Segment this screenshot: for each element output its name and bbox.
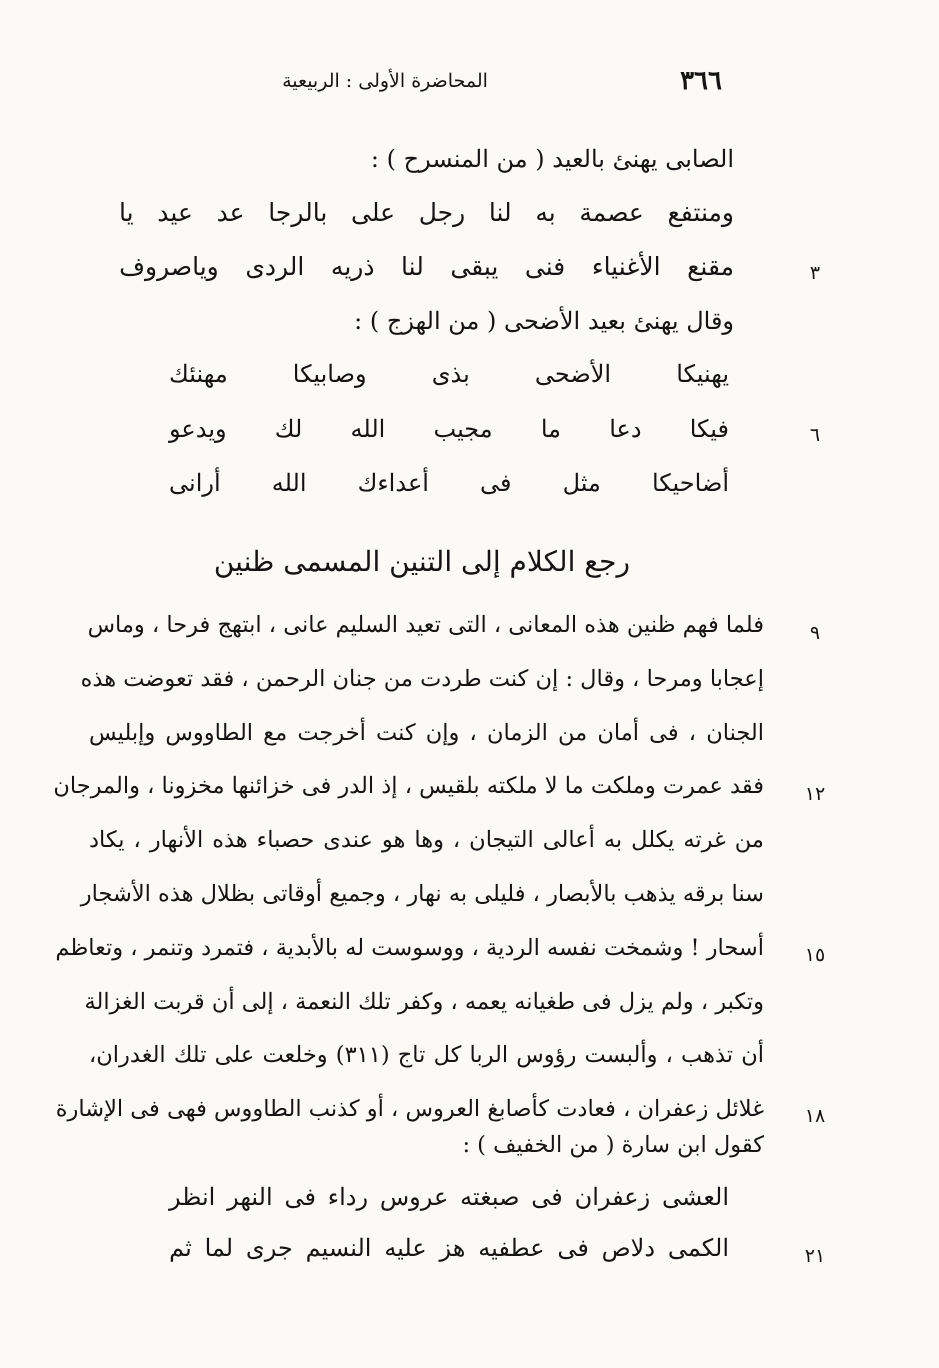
verse-word: جرى: [245, 1234, 293, 1262]
prose-line: أن تذهب ، وألبست رؤوس الربا كل تاج (٣١١) وخلعت على تلك الغدران،: [89, 1042, 764, 1068]
prose-line: فلما فهم ظنين هذه المعانى ، التى تعيد السليم عانى ، ابتهج فرحا ، وماس: [87, 612, 764, 638]
prose-line: سنا برقه يذهب بالأبصار ، فليلى به نهار ، وجميع أوقاتى بظلال هذه الأشجار: [80, 881, 764, 907]
prose-line: وتكبر ، ولم يزل فى طغيانه يعمه ، وكفر تلك النعمة ، إلى أن قربت الغزالة: [84, 989, 764, 1015]
verse-word: عيد: [157, 198, 193, 227]
verse-word: به: [535, 198, 556, 227]
verse-word: عروس: [379, 1183, 449, 1211]
verse-word: دعا: [609, 415, 642, 443]
verse-line: [119, 198, 734, 227]
prose-line: فقد عمرت وملكت ما لا ملكته بلقيس ، إذ الدر فى خزائنها مخزونا ، والمرجان: [53, 773, 764, 799]
line-number: ٦: [809, 424, 821, 446]
verse-word: على: [351, 198, 396, 227]
verse-line: [169, 469, 729, 497]
verse-word: صبغته: [460, 1183, 520, 1211]
verse-word: يا: [119, 198, 134, 227]
section-heading: رجع الكلام إلى التنين المسمى ظنين: [213, 545, 630, 578]
verse-word: مثل: [562, 469, 601, 497]
verse-word: النسيم: [305, 1234, 372, 1262]
verse-word: ويدعو: [169, 415, 227, 443]
verse-word: الردى: [245, 252, 305, 281]
verse-word: العشى: [662, 1183, 729, 1211]
verse-word: فنى: [524, 252, 566, 281]
verse-word: رداء: [327, 1183, 369, 1211]
verse-word: النهر: [227, 1183, 273, 1211]
verse-word: أعداءك: [357, 469, 429, 497]
verse-word: أرانى: [169, 469, 221, 497]
verse-word: ومنتفع: [667, 198, 734, 227]
verse-word: الأغنياء: [591, 252, 661, 281]
prose-line: من غرته يكلل به أعالى التيجان ، وها هو عندى حصباء هذه الأنهار ، يكاد: [89, 827, 764, 853]
verse-line: [169, 1234, 729, 1262]
verse-word: بذى: [431, 360, 470, 388]
prose-line: كقول ابن سارة ( من الخفيف ) :: [462, 1132, 764, 1158]
verse-word: هز: [439, 1234, 466, 1262]
verse-word: أضاحيكا: [651, 469, 729, 497]
verse-word: وياصروف: [119, 252, 219, 281]
verse-word: وصابيكا: [292, 360, 367, 388]
verse-word: لك: [274, 415, 303, 443]
line-number: ١٢: [804, 783, 826, 805]
prose-line: إعجابا ومرحا ، وقال : إن كنت طردت من جنان الرحمن ، فقد تعوضت هذه: [80, 666, 764, 692]
verse-word: فى: [557, 1234, 589, 1262]
verse-word: ذريه: [330, 252, 375, 281]
verse-line: [119, 252, 734, 281]
verse-word: ثم: [169, 1234, 192, 1262]
verse-word: مقنع: [687, 252, 734, 281]
prose-line: أسحار ! وشمخت نفسه الردية ، ووسوست له بالأبدية ، فتمرد وتنمر ، وتعاظم: [55, 935, 764, 961]
verse-word: الله: [271, 469, 307, 497]
verse-word: فى: [284, 1183, 316, 1211]
verse-word: فى: [480, 469, 512, 497]
verse-word: ما: [540, 415, 562, 443]
verse-line: [169, 1183, 729, 1211]
verse-word: دلاص: [601, 1234, 656, 1262]
verse-line: [169, 415, 729, 443]
verse-word: لنا: [488, 198, 512, 227]
prose-line: غلائل زعفران ، فعادت كأصابغ العروس ، أو كذنب الطاووس فهى فى الإشارة: [55, 1096, 764, 1122]
verse-word: فى: [531, 1183, 563, 1211]
verse-word: عطفيه: [478, 1234, 545, 1262]
verse-word: مهنئك: [169, 360, 228, 388]
verse-word: بالرجا: [268, 198, 328, 227]
poem-intro: الصابى يهنئ بالعيد ( من المنسرح ) :: [370, 145, 734, 173]
verse-word: الكمى: [667, 1234, 729, 1262]
verse-word: لنا: [401, 252, 424, 281]
verse-word: الأضحى: [534, 360, 612, 388]
verse-word: انظر: [169, 1183, 216, 1211]
line-number: ٢١: [804, 1245, 826, 1267]
line-number: ١٨: [804, 1105, 826, 1127]
verse-word: عد: [216, 198, 245, 227]
line-number: ١٥: [804, 944, 826, 966]
verse-word: مجيب: [433, 415, 493, 443]
page-number: ٣٦٦: [680, 66, 722, 96]
verse-word: فيكا: [689, 415, 729, 443]
prose-line: الجنان ، فى أمان من الزمان ، وإن كنت أخرجت مع الطاووس وإبليس: [89, 720, 764, 746]
verse-word: رجل: [418, 198, 466, 227]
verse-word: يهنيكا: [676, 360, 729, 388]
verse-word: لما: [204, 1234, 234, 1262]
verse-word: زعفران: [574, 1183, 651, 1211]
verse-word: يبقى: [450, 252, 499, 281]
verse-word: الله: [350, 415, 386, 443]
running-title: المحاضرة الأولى : الربيعية: [282, 70, 488, 92]
line-number: ٣: [809, 262, 821, 284]
verse-line: [169, 360, 729, 388]
line-number: ٩: [809, 622, 821, 644]
poem-intro: وقال يهنئ بعيد الأضحى ( من الهزج ) :: [354, 307, 734, 335]
verse-word: عصمة: [579, 198, 644, 227]
verse-word: عليه: [384, 1234, 427, 1262]
